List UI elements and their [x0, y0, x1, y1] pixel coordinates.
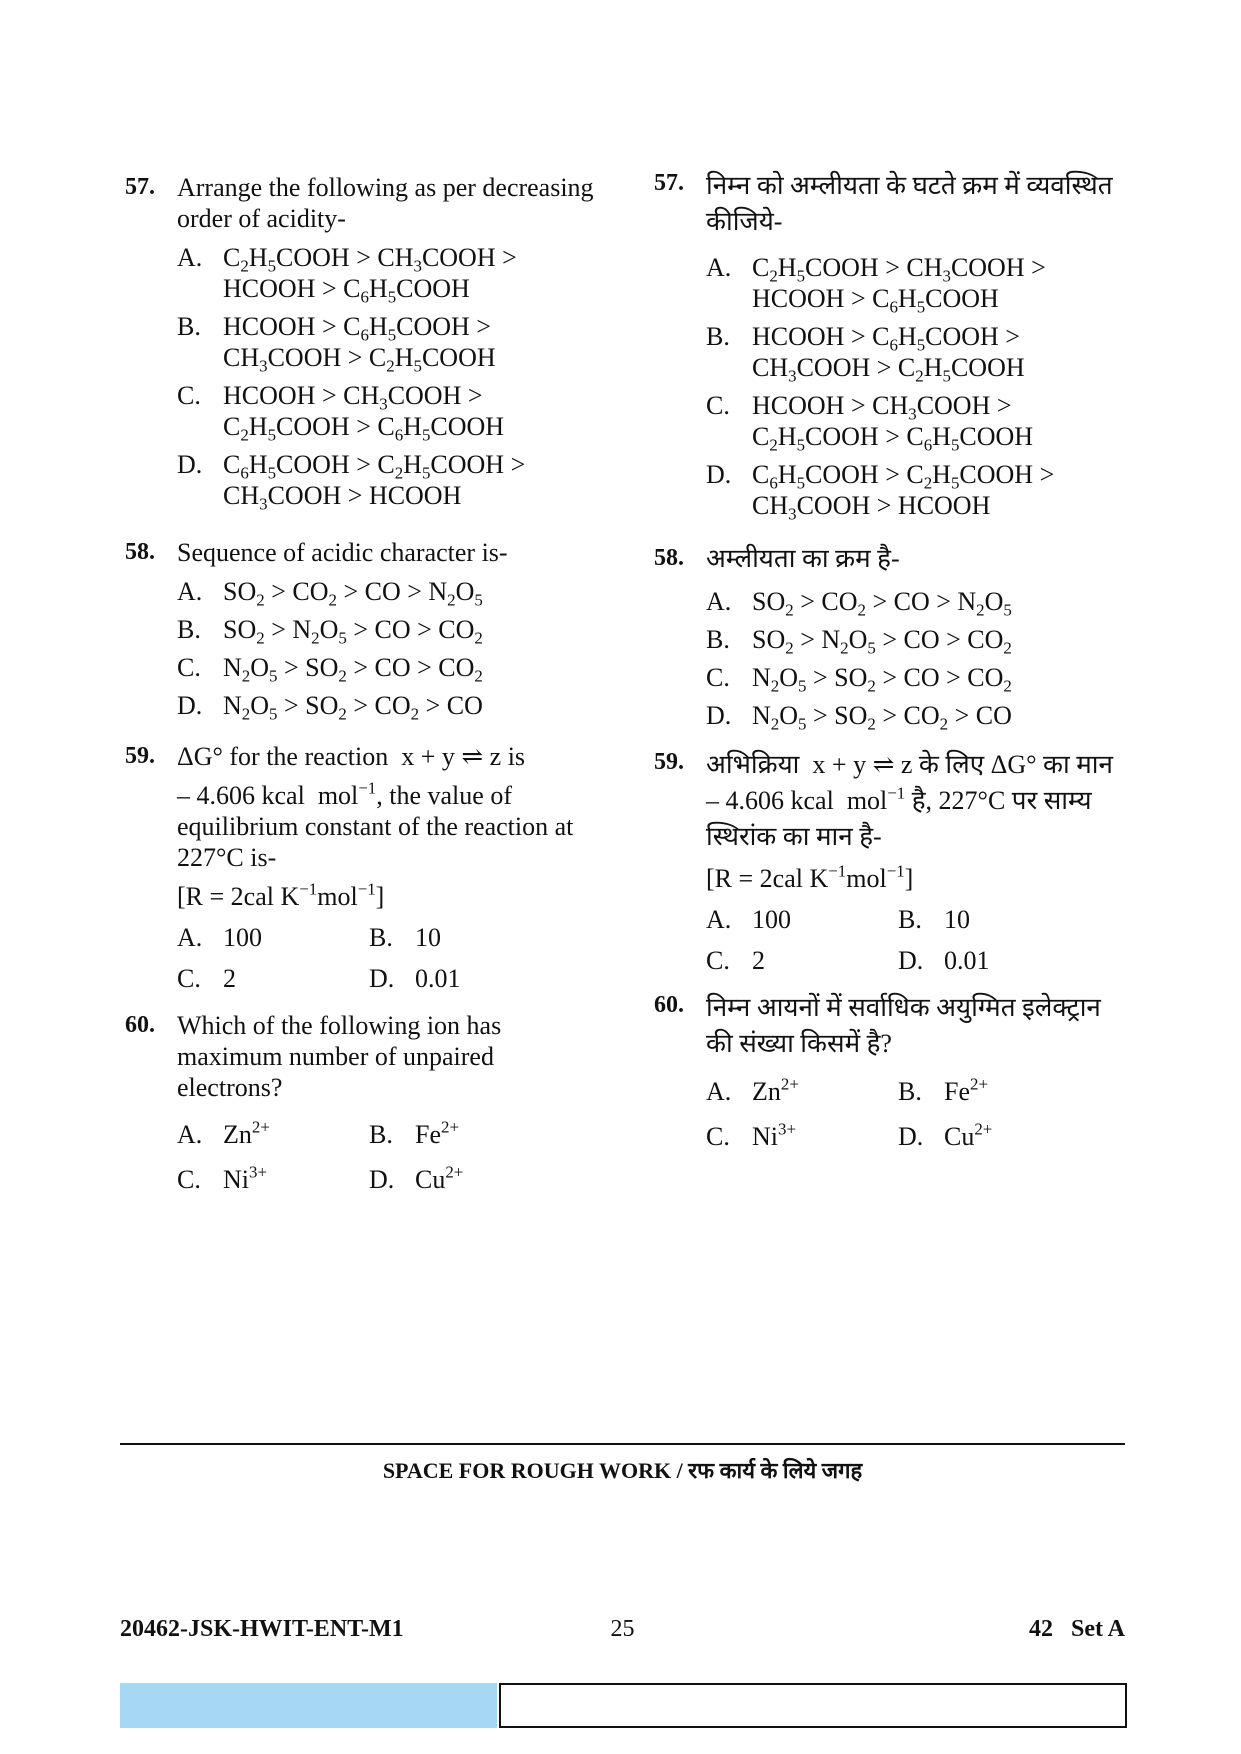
formula-line: HCOOH > $C_6H_5COOH$: [752, 284, 999, 317]
question-58-en: [125, 537, 595, 724]
rough-work-label: SPACE FOR ROUGH WORK / रफ कार्य के लिये जगह: [382, 1458, 863, 1483]
formula-line: $C_2H_5COOH$ > $C_6H_5COOH$: [223, 412, 505, 445]
question-number: 57.: [125, 174, 155, 200]
reaction-reactants: x + y: [812, 750, 867, 779]
option-label: C.: [177, 653, 201, 682]
footer-outline-box: [499, 1683, 1127, 1728]
option-d[interactable]: [177, 690, 595, 724]
stem-start: ΔG° for the reaction: [177, 742, 389, 771]
option-c[interactable]: C. $N_2O_5 > SO_2$ > CO > $CO_2$: [706, 663, 1012, 696]
question-59-en: [125, 741, 595, 994]
question-57-hi: [654, 168, 1124, 524]
option-b[interactable]: B. 10: [898, 905, 970, 934]
option-label: B.: [177, 615, 201, 644]
option-a[interactable]: [177, 576, 595, 610]
option-a[interactable]: A. $C_2H_5COOH$ > $CH_3COOH$ > HCOOH > $C_6H_5COOH$: [706, 252, 1124, 314]
option-c[interactable]: C. $Ni^{3+}$: [706, 1119, 796, 1151]
option-d[interactable]: D. 0.01: [369, 964, 461, 993]
reaction-product: z is: [489, 742, 526, 771]
formula-line: $CH_3COOH$ > $C_2H_5COOH$: [752, 353, 1025, 386]
formula-line: HCOOH > $CH_3COOH$ >: [223, 381, 483, 414]
options-grid: [706, 904, 1124, 976]
page-footer: [120, 1616, 1125, 1646]
question-57-en: [125, 172, 595, 514]
formula-line: HCOOH > $C_6H_5COOH$ >: [223, 312, 491, 345]
option-b[interactable]: B. $SO_2 > N_2O_5$ > CO > $CO_2$: [706, 625, 1012, 658]
option-formula: $SO_2 > CO_2$ > CO > $N_2O_5$: [223, 577, 483, 610]
page-number: 25: [610, 1616, 635, 1642]
option-formula: $N_2O_5 > SO_2 > CO_2$ > CO: [223, 691, 483, 724]
option-b[interactable]: [177, 311, 595, 376]
formula-line: HCOOH > $C_6H_5COOH$: [223, 274, 470, 307]
option-formula: $SO_2 > N_2O_5$ > CO > $CO_2$: [223, 615, 483, 648]
option-a[interactable]: A. $Zn^{2+}$: [706, 1074, 799, 1106]
equilibrium-arrow-icon: ⇌: [872, 750, 895, 779]
option-d[interactable]: D. $C_6H_5COOH$ > $C_2H_5COOH$ > $CH_3COOH$ > HCOOH: [706, 459, 1124, 521]
options-grid: [177, 1119, 595, 1195]
option-c[interactable]: C. $Ni^{3+}$: [177, 1162, 267, 1194]
formula-line: $CH_3COOH$ > $C_2H_5COOH$: [223, 343, 496, 376]
question-stem-cont: [177, 780, 595, 873]
option-a[interactable]: A. $Zn^{2+}$: [177, 1117, 270, 1149]
reaction-reactants: x + y: [401, 742, 455, 771]
set-label: 42 Set A: [1029, 1616, 1125, 1642]
question-number: 60.: [654, 992, 684, 1018]
question-stem: [177, 741, 595, 772]
option-c[interactable]: C. 2: [706, 946, 765, 975]
option-c[interactable]: [177, 380, 595, 445]
option-a[interactable]: A. 100: [177, 923, 262, 952]
option-a[interactable]: A. 100: [706, 905, 791, 934]
question-number: 60.: [125, 1012, 155, 1038]
option-d[interactable]: D. $Cu^{2+}$: [369, 1162, 464, 1194]
formula-line: $CH_3COOH$ > HCOOH: [752, 491, 991, 524]
formula-line: $C_6H_5COOH$ > $C_2H_5COOH$ >: [223, 450, 526, 483]
question-60-hi: [654, 990, 1124, 1152]
options-list: [177, 242, 595, 514]
option-b[interactable]: B. HCOOH > $C_6H_5COOH$ > $CH_3COOH$ > $C_2H_5COOH$: [706, 321, 1124, 383]
formula-line: HCOOH > $C_6H_5COOH$ >: [752, 322, 1020, 355]
option-formula: $N_2O_5 > SO_2$ > CO > $CO_2$: [223, 653, 483, 686]
question-number: 57.: [654, 170, 684, 196]
question-60-en: [125, 1010, 595, 1195]
option-a[interactable]: [177, 242, 595, 307]
question-stem: निम्न को अम्लीयता के घटते क्रम में व्यवस्थित कीजिये-: [706, 171, 1113, 236]
hindi-column: [654, 168, 1124, 1152]
options-grid: [177, 922, 595, 994]
option-d[interactable]: D. $Cu^{2+}$: [898, 1119, 993, 1151]
option-a[interactable]: A. $SO_2 > CO_2$ > CO > $N_2O_5$: [706, 587, 1012, 620]
energy-value: – 4.606 kcal: [177, 781, 305, 810]
option-label: A.: [177, 243, 203, 272]
given-constant: [R = 2cal $K^{-1}mol^{-1}$]: [177, 879, 385, 911]
question-number: 58.: [125, 539, 155, 565]
paper-code: 20462-JSK-HWIT-ENT-M1: [120, 1616, 404, 1642]
question-stem: Which of the following ion has maximum number of unpaired electrons?: [177, 1011, 502, 1102]
option-formula: [223, 380, 595, 445]
rough-work-divider: [120, 1443, 1125, 1445]
option-b[interactable]: [177, 614, 595, 648]
energy-unit: mol$^{-1}$: [317, 778, 377, 810]
formula-line: $C_2H_5COOH$ > $CH_3COOH$ >: [752, 253, 1046, 286]
options-list: [177, 576, 595, 724]
formula-line: $C_2H_5COOH$ > $CH_3COOH$ >: [223, 243, 517, 276]
question-58-hi: [654, 543, 1124, 734]
option-label: D.: [177, 691, 203, 720]
question-number: 59.: [654, 749, 684, 775]
option-d[interactable]: D. 0.01: [898, 946, 990, 975]
formula-line: $C_6H_5COOH$ > $C_2H_5COOH$ >: [752, 460, 1055, 493]
formula-line: HCOOH > $CH_3COOH$ >: [752, 391, 1012, 424]
option-b[interactable]: B. $Fe^{2+}$: [898, 1074, 988, 1106]
option-label: D.: [177, 450, 203, 479]
english-column: [125, 172, 595, 1195]
question-stem: अभिक्रिया x + y ⇌ z के लिए ΔG° का मान – 4.606 kcal mol$^{-1}$ है, 227°C पर साम्य स्थिरांक का मान है-: [706, 750, 1113, 851]
option-formula: [223, 311, 595, 376]
option-d[interactable]: D. $N_2O_5 > SO_2 > CO_2$ > CO: [706, 701, 1012, 734]
question-number: 58.: [654, 545, 684, 571]
option-label: C.: [177, 381, 201, 410]
option-b[interactable]: B. $Fe^{2+}$: [369, 1117, 459, 1149]
option-c[interactable]: [177, 652, 595, 686]
question-number: 59.: [125, 743, 155, 769]
option-label: B.: [177, 312, 201, 341]
formula-line: $C_2H_5COOH$ > $C_6H_5COOH$: [752, 422, 1034, 455]
footer-color-bar: [120, 1683, 497, 1728]
options-grid: [706, 1076, 1124, 1152]
question-stem: अम्लीयता का क्रम है-: [706, 544, 900, 573]
option-c[interactable]: C. 2: [177, 964, 236, 993]
question-59-hi: [654, 747, 1124, 976]
given-constant: [R = 2cal $K^{-1}mol^{-1}$]: [706, 861, 914, 893]
option-b[interactable]: B. 10: [369, 923, 441, 952]
option-c[interactable]: C. HCOOH > $CH_3COOH$ > $C_2H_5COOH$ > $C_6H_5COOH$: [706, 390, 1124, 452]
equilibrium-arrow-icon: ⇌: [461, 742, 484, 771]
options-list: [706, 586, 1124, 734]
question-stem: निम्न आयनों में सर्वाधिक अयुग्मित इलेक्ट्रान की संख्या किसमें है?: [706, 993, 1101, 1058]
option-formula: [223, 242, 595, 307]
option-formula: [223, 449, 595, 514]
question-stem: Arrange the following as per decreasing order of acidity-: [177, 173, 594, 233]
option-d[interactable]: [177, 449, 595, 514]
formula-line: $CH_3COOH$ > HCOOH: [223, 481, 462, 514]
question-stem: Sequence of acidic character is-: [177, 538, 508, 567]
option-label: A.: [177, 577, 203, 606]
options-list: [706, 252, 1124, 524]
stem-end: , the value of equilibrium constant of the reaction at 227°C is-: [177, 781, 574, 872]
